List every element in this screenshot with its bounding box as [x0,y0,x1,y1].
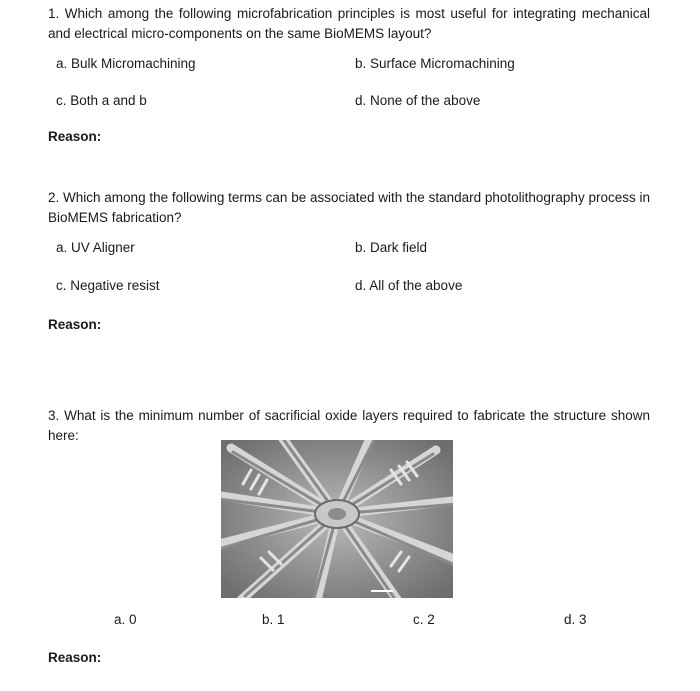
q3-option-b[interactable]: b. 1 [262,612,285,627]
question-2-number: 2. [48,190,60,205]
question-3-number: 3. [48,408,60,423]
question-2-text: Which among the following terms can be associated with the standard photolithography process in BioMEMS fabrication? [48,190,650,225]
question-1-number: 1. [48,6,60,21]
q3-option-a[interactable]: a. 0 [114,612,137,627]
q3-reason-label: Reason: [48,650,102,665]
mems-structure-image [221,440,453,598]
q2-option-a[interactable]: a. UV Aligner [56,240,135,255]
question-1 [48,4,650,44]
q1-option-d[interactable]: d. None of the above [355,93,481,108]
q1-option-b[interactable]: b. Surface Micromachining [355,56,515,71]
q1-reason-label: Reason: [48,129,102,144]
question-1-text: Which among the following microfabrication principles is most useful for integrating mechanical and electrical micro-components on the same BioMEMS layout? [48,6,650,41]
q1-option-a[interactable]: a. Bulk Micromachining [56,56,196,71]
question-2 [48,188,650,228]
q2-option-c[interactable]: c. Negative resist [56,278,160,293]
q1-option-c[interactable]: c. Both a and b [56,93,147,108]
q2-reason-label: Reason: [48,317,102,332]
q3-option-d[interactable]: d. 3 [564,612,587,627]
q3-option-c[interactable]: c. 2 [413,612,435,627]
q2-option-d[interactable]: d. All of the above [355,278,463,293]
question-3-text: What is the minimum number of sacrificial oxide layers required to fabricate the structure shown here: [48,408,650,443]
q2-option-b[interactable]: b. Dark field [355,240,428,255]
